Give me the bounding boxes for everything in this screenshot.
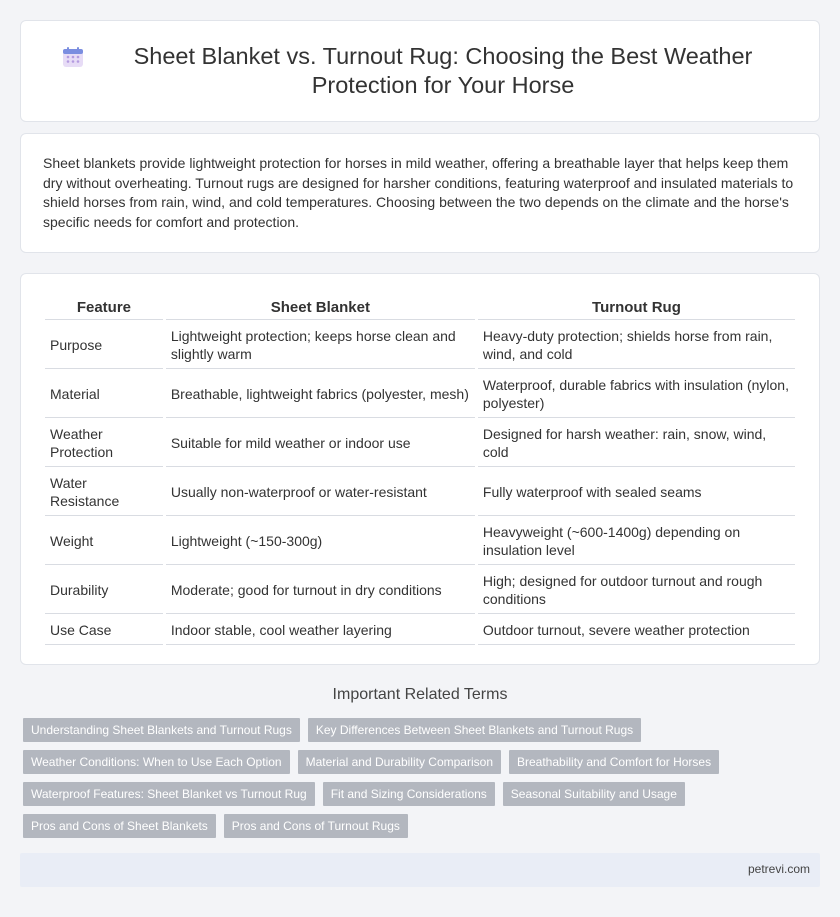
sheet-blanket-cell: Lightweight (~150-300g) [166, 518, 475, 565]
sheet-blanket-cell: Indoor stable, cool weather layering [166, 616, 475, 645]
sheet-blanket-cell: Suitable for mild weather or indoor use [166, 420, 475, 467]
feature-cell: Use Case [45, 616, 163, 645]
table-row [45, 371, 795, 418]
related-tag[interactable]: Seasonal Suitability and Usage [503, 782, 685, 806]
sheet-blanket-cell: Lightweight protection; keeps horse clean and slightly warm [166, 322, 475, 369]
related-tag[interactable]: Pros and Cons of Turnout Rugs [224, 814, 408, 838]
related-tag[interactable]: Fit and Sizing Considerations [323, 782, 495, 806]
feature-cell: Water Resistance [45, 469, 163, 516]
intro-paragraph: Sheet blankets provide lightweight protection for horses in mild weather, offering a breathable layer that helps keep them dry without overheating. Turnout rugs are designed for harsher conditions, featuring waterproof and insulated materials to shield horses from rain, wind, and cold temperatures. Choosing between the two depends on the climate and the horse's specific needs for comfort and protection. [43, 155, 794, 230]
related-tag[interactable]: Waterproof Features: Sheet Blanket vs Turnout Rug [23, 782, 315, 806]
comparison-table [42, 294, 798, 647]
table-row [45, 616, 795, 645]
related-tag[interactable]: Understanding Sheet Blankets and Turnout Rugs [23, 718, 300, 742]
turnout-rug-cell: Outdoor turnout, severe weather protection [478, 616, 795, 645]
turnout-rug-cell: Designed for harsh weather: rain, snow, wind, cold [478, 420, 795, 467]
sheet-blanket-cell: Breathable, lightweight fabrics (polyester, mesh) [166, 371, 475, 418]
table-row [45, 567, 795, 614]
title-wrap [21, 21, 819, 121]
related-tag[interactable]: Material and Durability Comparison [298, 750, 501, 774]
comparison-card [20, 273, 820, 665]
header-feature: Feature [45, 296, 163, 320]
title-card [20, 20, 820, 122]
turnout-rug-cell: Heavy-duty protection; shields horse from rain, wind, and cold [478, 322, 795, 369]
table-row [45, 322, 795, 369]
feature-cell: Material [45, 371, 163, 418]
related-tag[interactable]: Key Differences Between Sheet Blankets and Turnout Rugs [308, 718, 641, 742]
sheet-blanket-cell: Usually non-waterproof or water-resistant [166, 469, 475, 516]
turnout-rug-cell: Waterproof, durable fabrics with insulation (nylon, polyester) [478, 371, 795, 418]
header-sheet-blanket: Sheet Blanket [166, 296, 475, 320]
header-turnout-rug: Turnout Rug [478, 296, 795, 320]
calendar-icon [61, 45, 85, 69]
turnout-rug-cell: Fully waterproof with sealed seams [478, 469, 795, 516]
tag-row [23, 750, 823, 774]
feature-cell: Weight [45, 518, 163, 565]
related-tag[interactable]: Weather Conditions: When to Use Each Option [23, 750, 290, 774]
feature-cell: Durability [45, 567, 163, 614]
related-terms-title: Important Related Terms [332, 686, 508, 703]
tag-row [23, 718, 823, 742]
table-row [45, 469, 795, 516]
table-header-row [45, 296, 795, 320]
footer-bar [20, 853, 820, 887]
feature-cell: Purpose [45, 322, 163, 369]
turnout-rug-cell: Heavyweight (~600-1400g) depending on insulation level [478, 518, 795, 565]
footer-site[interactable]: petrevi.com [747, 862, 810, 876]
tag-row [23, 782, 823, 806]
table-row [45, 518, 795, 565]
feature-cell: Weather Protection [45, 420, 163, 467]
turnout-rug-cell: High; designed for outdoor turnout and rough conditions [478, 567, 795, 614]
intro-card [20, 133, 820, 253]
page-title: Sheet Blanket vs. Turnout Rug: Choosing the Best Weather Protection for Your Horse [133, 43, 753, 98]
related-tag[interactable]: Pros and Cons of Sheet Blankets [23, 814, 216, 838]
related-terms-tags [23, 718, 823, 846]
tag-row [23, 814, 823, 838]
sheet-blanket-cell: Moderate; good for turnout in dry conditions [166, 567, 475, 614]
table-row [45, 420, 795, 467]
related-tag[interactable]: Breathability and Comfort for Horses [509, 750, 719, 774]
